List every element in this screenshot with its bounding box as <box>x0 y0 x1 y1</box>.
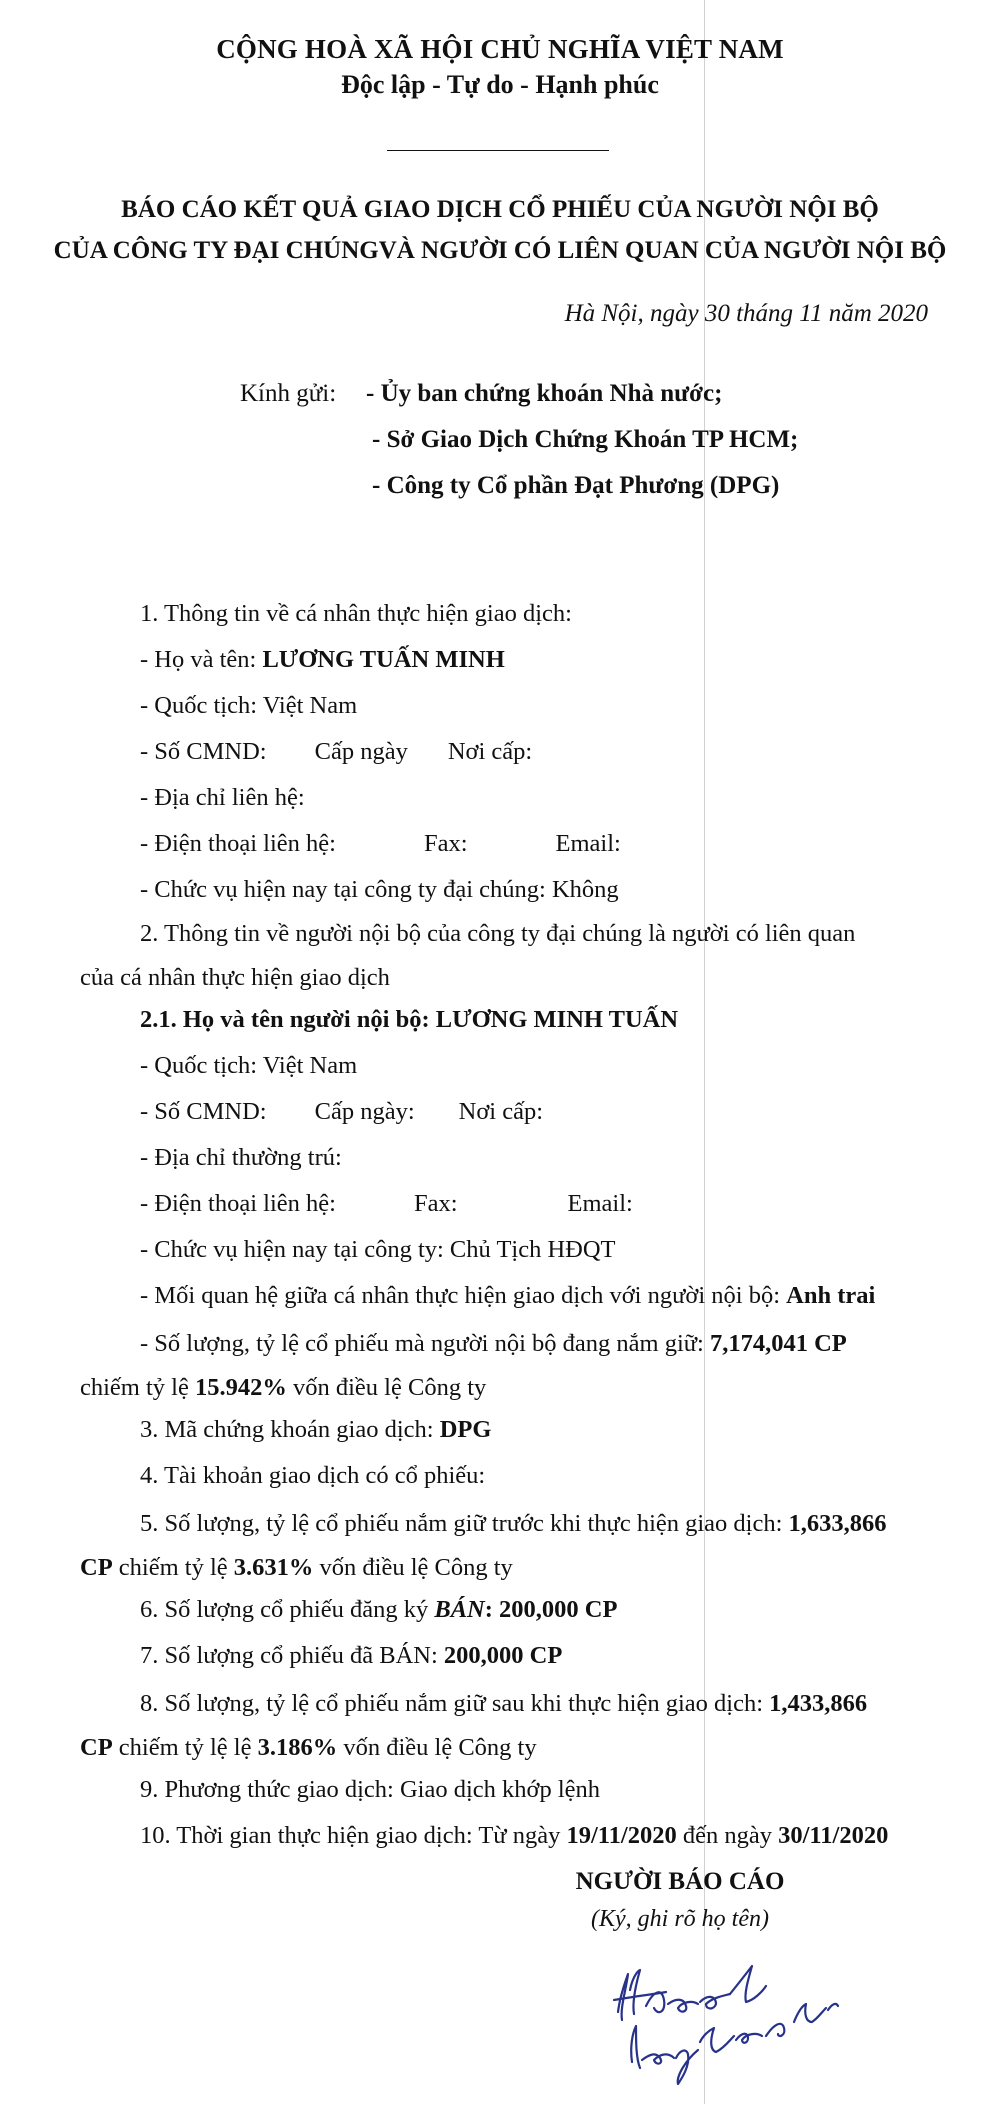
section1-position: - Chức vụ hiện nay tại công ty đại chúng: Không <box>140 876 619 903</box>
id-label: - Số CMND: <box>140 738 267 765</box>
before-line2 <box>80 1546 932 1590</box>
after-line1 <box>80 1682 932 1726</box>
header-divider <box>387 150 609 151</box>
before-unit: CP <box>80 1554 113 1581</box>
report-date: Hà Nội, ngày 30 tháng 11 năm 2020 <box>564 300 928 327</box>
section2-heading-line1: 2. Thông tin về người nội bộ của công ty đại chúng là người có liên quan <box>140 920 856 947</box>
after-line2 <box>80 1726 932 1770</box>
ticker-label: 3. Mã chứng khoán giao dịch: <box>140 1416 440 1443</box>
insider-id-label: - Số CMND: <box>140 1098 267 1125</box>
id-date-label: Cấp ngày <box>314 738 408 765</box>
after-ratio-prefix: chiếm tỷ lệ lệ <box>112 1734 258 1761</box>
section7-sold <box>140 1642 562 1670</box>
phone-label: - Điện thoại liên hệ: <box>140 830 336 857</box>
recipient-hose: - Sở Giao Dịch Chứng Khoán TP HCM; <box>372 426 799 453</box>
sold-value: 200,000 CP <box>443 1642 563 1669</box>
relation-label: - Mối quan hệ giữa cá nhân thực hiện giao dịch với người nội bộ: <box>140 1282 787 1309</box>
registered-value: : 200,000 CP <box>484 1596 618 1623</box>
section2-id <box>140 1098 543 1126</box>
section1-address: - Địa chỉ liên hệ: <box>140 784 305 811</box>
recipient-company: - Công ty Cổ phần Đạt Phương (DPG) <box>372 472 780 499</box>
registered-action: BÁN <box>434 1596 485 1623</box>
national-motto: Độc lập - Tự do - Hạnh phúc <box>341 70 659 99</box>
holding-ratio-suffix: vốn điều lệ Công ty <box>286 1374 487 1401</box>
section2-nationality: - Quốc tịch: Việt Nam <box>140 1052 358 1079</box>
section9-method: 9. Phương thức giao dịch: Giao dịch khớp lệnh <box>140 1776 601 1803</box>
recipient-ssc: - Ủy ban chứng khoán Nhà nước; <box>366 380 723 407</box>
id-place-label: Nơi cấp: <box>447 738 533 765</box>
recipients-label: Kính gửi: <box>240 380 337 407</box>
registered-label: 6. Số lượng cổ phiếu đăng ký <box>140 1596 435 1623</box>
holding-line2 <box>80 1366 932 1410</box>
holding-line1 <box>80 1322 932 1366</box>
section2-contact <box>140 1190 633 1218</box>
before-ratio-value: 3.631% <box>233 1554 314 1581</box>
section4-account: 4. Tài khoản giao dịch có cổ phiếu: <box>140 1462 486 1489</box>
insider-name-value: LƯƠNG MINH TUẤN <box>435 1006 679 1033</box>
after-ratio-suffix: vốn điều lệ Công ty <box>337 1734 537 1761</box>
insider-id-place-label: Nơi cấp: <box>458 1098 544 1125</box>
insider-name <box>140 1006 678 1034</box>
after-ratio-value: 3.186% <box>257 1734 338 1761</box>
section1-heading: 1. Thông tin về cá nhân thực hiện giao dịch: <box>140 600 572 627</box>
after-value: 1,433,866 <box>769 1690 868 1717</box>
insider-fax-label: Fax: <box>413 1190 458 1217</box>
section5-before <box>80 1502 932 1590</box>
section1-contact <box>140 830 621 858</box>
insider-email-label: Email: <box>567 1190 633 1217</box>
section2-relation <box>140 1282 875 1310</box>
before-line1 <box>80 1502 932 1546</box>
signer-note: (Ký, ghi rõ họ tên) <box>591 1906 769 1932</box>
ticker-value: DPG <box>439 1416 492 1443</box>
period-from: 19/11/2020 <box>566 1822 677 1849</box>
relation-value: Anh trai <box>786 1282 876 1309</box>
section8-after <box>80 1682 932 1770</box>
name-label: - Họ và tên: <box>140 646 263 673</box>
before-ratio-suffix: vốn điều lệ Công ty <box>313 1554 513 1581</box>
holding-ratio-prefix: chiếm tỷ lệ <box>80 1374 195 1401</box>
email-label: Email: <box>555 830 621 857</box>
section1-name <box>140 646 505 674</box>
after-unit: CP <box>80 1734 113 1761</box>
name-value: LƯƠNG TUẤN MINH <box>262 646 505 673</box>
period-label: 10. Thời gian thực hiện giao dịch: Từ ngày <box>140 1822 567 1849</box>
holding-ratio-value: 15.942% <box>194 1374 287 1401</box>
section10-period <box>140 1822 888 1850</box>
holding-value: 7,174,041 CP <box>709 1330 847 1357</box>
section1-id <box>140 738 532 766</box>
before-value: 1,633,866 <box>788 1510 887 1537</box>
section6-registered <box>140 1596 617 1624</box>
holding-label: - Số lượng, tỷ lệ cổ phiếu mà người nội bộ đang nắm giữ: <box>140 1330 710 1357</box>
section2-heading-line2: của cá nhân thực hiện giao dịch <box>80 964 390 991</box>
section2-heading <box>80 912 932 1000</box>
section3-ticker <box>140 1416 491 1444</box>
section2-holding <box>80 1322 932 1410</box>
insider-name-label: 2.1. Họ và tên người nội bộ: <box>140 1006 436 1033</box>
sold-label: 7. Số lượng cổ phiếu đã BÁN: <box>140 1642 444 1669</box>
period-to: 30/11/2020 <box>778 1822 889 1849</box>
before-ratio-prefix: chiếm tỷ lệ <box>112 1554 234 1581</box>
report-title-line1: BÁO CÁO KẾT QUẢ GIAO DỊCH CỔ PHIẾU CỦA NGƯỜI NỘI BỘ <box>121 196 879 223</box>
section2-address: - Địa chỉ thường trú: <box>140 1144 342 1171</box>
handwritten-signature <box>606 1950 856 2100</box>
section2-position: - Chức vụ hiện nay tại công ty: Chủ Tịch HĐQT <box>140 1236 616 1263</box>
insider-id-date-label: Cấp ngày: <box>314 1098 415 1125</box>
section1-nationality: - Quốc tịch: Việt Nam <box>140 692 358 719</box>
fax-label: Fax: <box>423 830 468 857</box>
period-mid: đến ngày <box>676 1822 779 1849</box>
national-title: CỘNG HOÀ XÃ HỘI CHỦ NGHĨA VIỆT NAM <box>216 34 784 64</box>
after-label: 8. Số lượng, tỷ lệ cổ phiếu nắm giữ sau khi thực hiện giao dịch: <box>140 1690 770 1717</box>
signer-title: NGƯỜI BÁO CÁO <box>575 1868 785 1895</box>
insider-phone-label: - Điện thoại liên hệ: <box>140 1190 336 1217</box>
before-label: 5. Số lượng, tỷ lệ cổ phiếu nắm giữ trước khi thực hiện giao dịch: <box>140 1510 789 1537</box>
report-title-line2: CỦA CÔNG TY ĐẠI CHÚNGVÀ NGƯỜI CÓ LIÊN QUAN CỦA NGƯỜI NỘI BỘ <box>53 237 947 264</box>
